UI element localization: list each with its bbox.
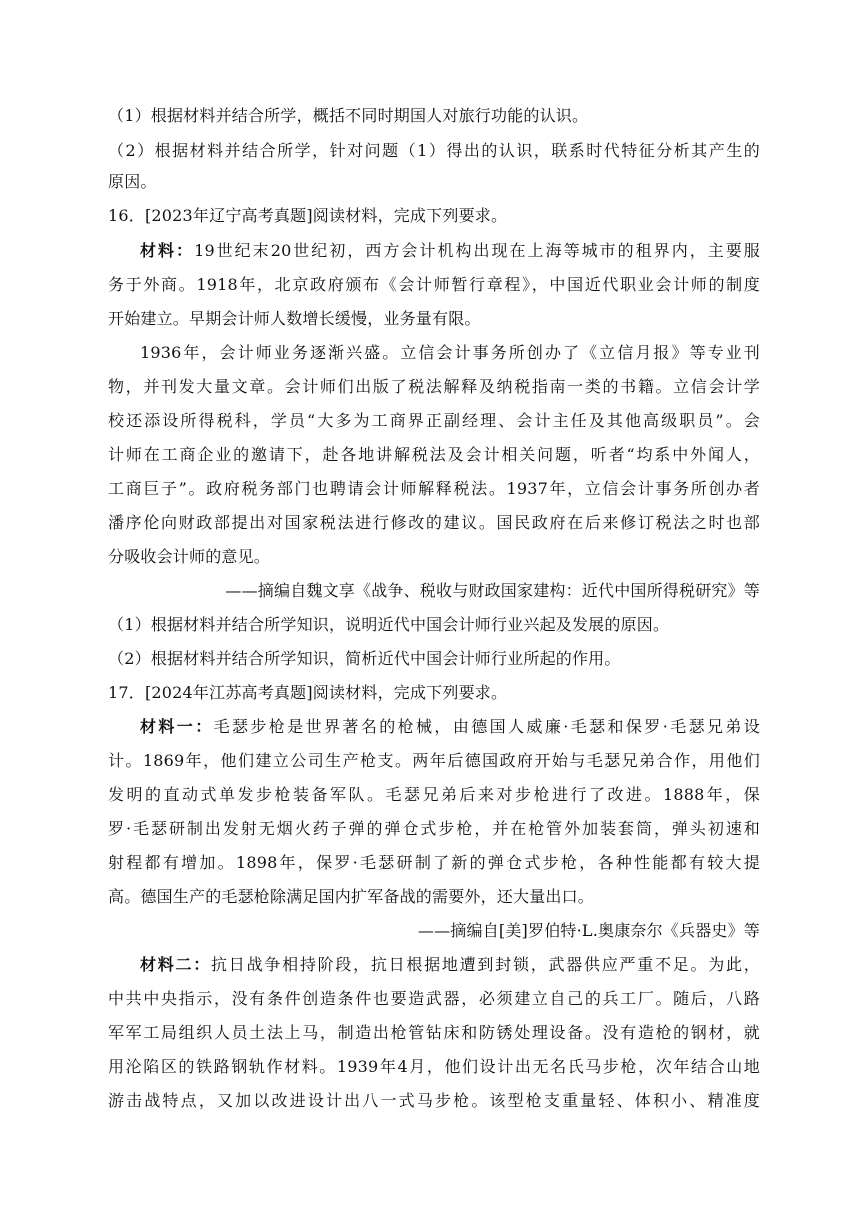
- sub-question-1: （1）根据材料并结合所学知识，说明近代中国会计师行业兴起及发展的原因。: [108, 615, 670, 634]
- material-line: 潘序伦向财政部提出对国家税法进行修改的建议。国民政府在后来修订税法之时也部: [108, 513, 760, 532]
- material-label: 材料：: [140, 241, 195, 260]
- material-line: 校还添设所得税科，学员“大多为工商界正副经理、会计主任及其他高级职员”。会: [108, 411, 760, 430]
- material-2-label: 材料二：: [140, 955, 212, 974]
- material-2-line: 军军工局组织人员土法上马，制造出枪管钻床和防锈处理设备。没有造枪的钢材，就: [108, 1023, 760, 1042]
- question-17-heading: 17．[2024年江苏高考真题]阅读材料，完成下列要求。: [108, 683, 508, 702]
- material-2-line: 用沦陷区的铁路钢轨作材料。1939年4月，他们设计出无名氏马步枪，次年结合山地: [108, 1057, 760, 1076]
- material-line: 开始建立。早期会计师人数增长缓慢，业务量有限。: [108, 309, 481, 328]
- material-line: 1936年，会计师业务逐渐兴盛。立信会计事务所创办了《立信月报》等专业刊: [140, 343, 760, 362]
- material-2-line: 游击战特点，又加以改进设计出八一式马步枪。该型枪支重量轻、体积小、精准度: [108, 1091, 760, 1110]
- material-1-label: 材料一：: [140, 717, 214, 736]
- material-line: 物，并刊发大量文章。会计师们出版了税法解释及纳税指南一类的书籍。立信会计学: [108, 377, 760, 396]
- material-1-line: 射程都有增加。1898年，保罗·毛瑟研制了新的弹仓式步枪，各种性能都有较大提: [108, 853, 760, 872]
- material-1-line: 计。1869年，他们建立公司生产枪支。两年后德国政府开始与毛瑟兄弟合作，用他们: [108, 751, 760, 770]
- material-line: 工商巨子”。政府税务部门也聘请会计师解释税法。1937年，立信会计事务所创办者: [108, 479, 760, 498]
- question-2-prompt-line-2: 原因。: [108, 172, 157, 191]
- material-line: 分吸收会计师的意见。: [108, 547, 271, 566]
- material-1-line: 材料一：毛瑟步枪是世界著名的枪械，由德国人威廉·毛瑟和保罗·毛瑟兄弟设: [140, 717, 760, 736]
- material-line: 计师在工商企业的邀请下，赴各地讲解税法及会计相关问题，听者“均系中外闻人，: [108, 445, 760, 464]
- material-1-line: 发明的直动式单发步枪装备军队。毛瑟兄弟后来对步枪进行了改进。1888年，保: [108, 785, 760, 804]
- question-2-prompt-line-1: （2）根据材料并结合所学，针对问题（1）得出的认识，联系时代特征分析其产生的: [108, 141, 760, 160]
- sub-question-2: （2）根据材料并结合所学知识，简析近代中国会计师行业所起的作用。: [108, 649, 621, 668]
- question-1-prompt: （1）根据材料并结合所学，概括不同时期国人对旅行功能的认识。: [108, 106, 589, 125]
- material-2-line: 材料二：抗日战争相持阶段，抗日根据地遭到封锁，武器供应严重不足。为此，: [140, 955, 760, 974]
- material-line: 材料：19世纪末20世纪初，西方会计机构出现在上海等城市的租界内，主要服: [140, 241, 760, 260]
- material-1-line: 罗·毛瑟研制出发射无烟火药子弹的弹仓式步枪，并在枪管外加装套筒，弹头初速和: [108, 819, 760, 838]
- material-line: 务于外商。1918年，北京政府颁布《会计师暂行章程》，中国近代职业会计师的制度: [108, 275, 760, 294]
- question-16-heading: 16．[2023年辽宁高考真题]阅读材料，完成下列要求。: [108, 206, 508, 225]
- material-2-line: 中共中央指示，没有条件创造条件也要造武器，必须建立自己的兵工厂。随后，八路: [108, 989, 760, 1008]
- source-citation: ——摘编自[美]罗伯特·L.奥康奈尔《兵器史》等: [417, 921, 760, 940]
- material-1-line: 高。德国生产的毛瑟枪除满足国内扩军备战的需要外，还大量出口。: [108, 887, 595, 906]
- source-citation: ——摘编自魏文享《战争、税收与财政国家建构：近代中国所得税研究》等: [225, 581, 760, 600]
